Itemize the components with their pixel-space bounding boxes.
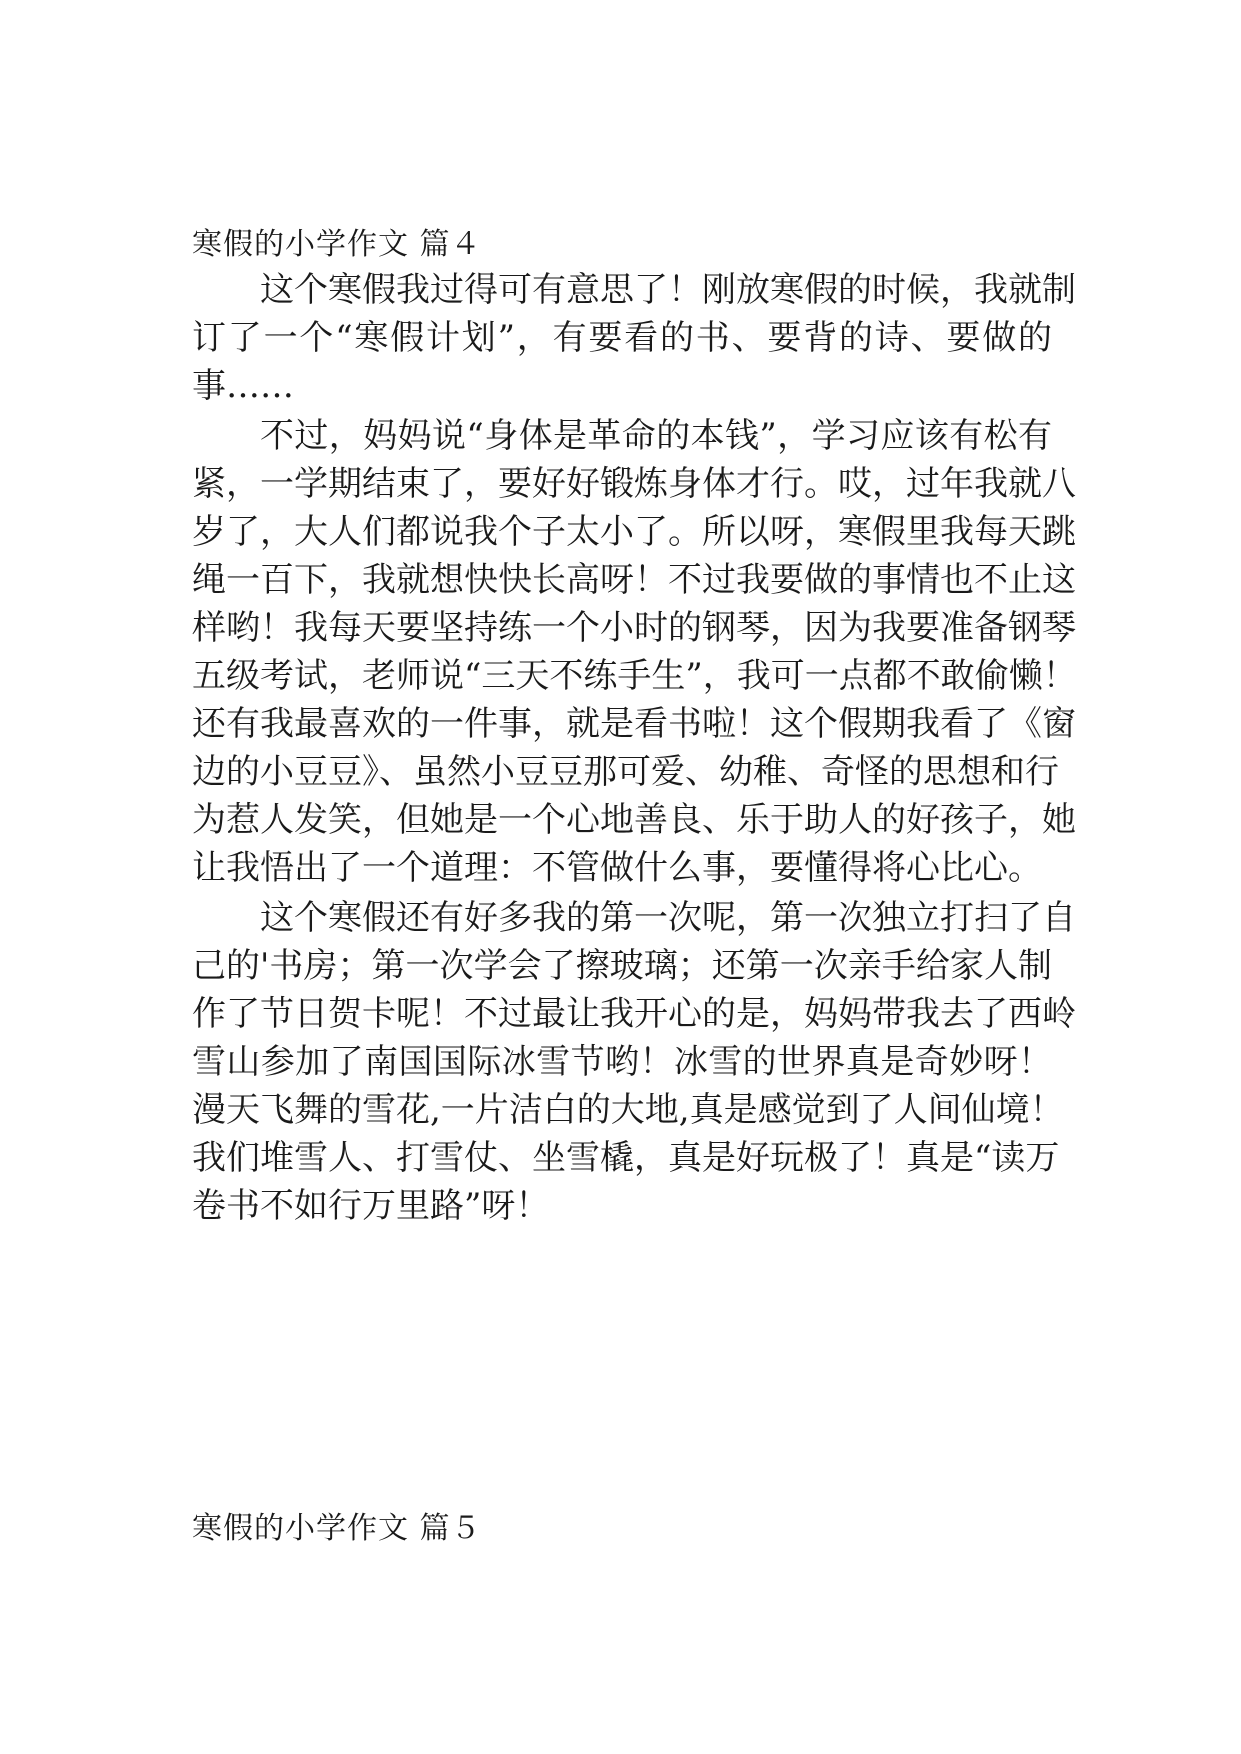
paragraph-3-line-2: 己的'书房；第一次学会了擦玻璃；还第一次亲手给家人制 <box>192 946 1052 986</box>
paragraph-2-line-6: 五级考试，老师说“三天不练手生”，我可一点都不敢偷懒！ <box>192 656 1077 696</box>
essay-5-title: 寒假的小学作文 篇５ <box>192 1511 482 1546</box>
paragraph-2-line-2: 紧，一学期结束了，要好好锻炼身体才行。哎，过年我就八 <box>192 464 1076 504</box>
paragraph-2-line-10: 让我悟出了一个道理：不管做什么事，要懂得将心比心。 <box>192 848 1042 888</box>
paragraph-3-line-3: 作了节日贺卡呢！不过最让我开心的是，妈妈带我去了西岭 <box>192 994 1076 1034</box>
paragraph-2-line-4: 绳一百下，我就想快快长高呀！不过我要做的事情也不止这 <box>192 560 1076 600</box>
paragraph-3-line-1: 这个寒假还有好多我的第一次呢，第一次独立打扫了自 <box>260 898 1076 938</box>
essay-4-title: 寒假的小学作文 篇４ <box>192 227 482 262</box>
paragraph-1-line-3: 事…… <box>192 366 294 406</box>
paragraph-1-line-2: 订了一个“寒假计划”，有要看的书、要背的诗、要做的 <box>192 318 1052 358</box>
paragraph-3-line-4: 雪山参加了南国国际冰雪节哟！冰雪的世界真是奇妙呀！ <box>192 1042 1052 1082</box>
paragraph-3-line-7: 卷书不如行万里路”呀！ <box>192 1186 550 1226</box>
paragraph-2-line-7: 还有我最喜欢的一件事，就是看书啦！这个假期我看了《窗 <box>192 704 1076 744</box>
paragraph-1-line-1: 这个寒假我过得可有意思了！刚放寒假的时候，我就制 <box>260 270 1076 310</box>
paragraph-3-line-6: 我们堆雪人、打雪仗、坐雪橇，真是好玩极了！真是“读万 <box>192 1138 1060 1178</box>
paragraph-2-line-1: 不过，妈妈说“身体是革命的本钱”，学习应该有松有 <box>260 416 1052 456</box>
paragraph-2-line-5: 样哟！我每天要坚持练一个小时的钢琴，因为我要准备钢琴 <box>192 608 1076 648</box>
paragraph-2-line-3: 岁了，大人们都说我个子太小了。所以呀，寒假里我每天跳 <box>192 512 1076 552</box>
paragraph-2-line-9: 为惹人发笑，但她是一个心地善良、乐于助人的好孩子，她 <box>192 800 1076 840</box>
paragraph-2-line-8: 边的小豆豆》、虽然小豆豆那可爱、幼稚、奇怪的思想和行 <box>192 752 1059 792</box>
paragraph-3-line-5: 漫天飞舞的雪花,一片洁白的大地,真是感觉到了人间仙境！ <box>192 1090 1064 1130</box>
